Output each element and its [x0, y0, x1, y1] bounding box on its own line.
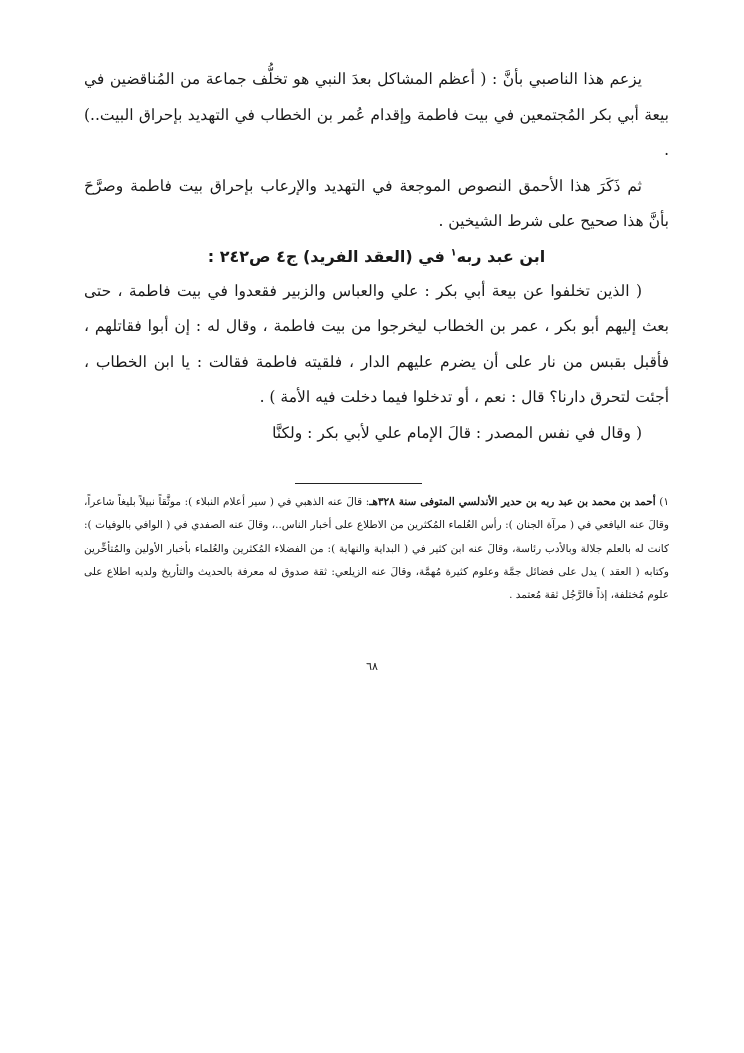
- page-number: ٦٨: [366, 660, 378, 673]
- heading-source: في (العقد الفريد) ج٤ ص٢٤٢ :: [207, 246, 451, 266]
- footnote-1: [84, 491, 669, 607]
- footnote-ref: ١: [450, 247, 457, 259]
- footnote-text: : قالَ عنه الذهبي في ( سير أعلام النبلاء ): موثَّقاً نبيلاً بليغاً شاعراً، وقالَ عنه اليافعي في ( مرآة الجنان ): رأس العُلماء المُكثرين من الاطلاع على أخبار الناس..، وقالَ عنه الصفدي في ( الوافي بالوفيات ): كانت له بالعلم جلالة وبالأدب رئاسة، وقالَ عنه ابن كثير في ( البداية والنهاية ): من الفضلاء المُكثرين والعُلماء بأخبار الأولين والمُتأخِّرين وكتابه ( العقد ) يدل على فضائل جمَّة وعلوم كثيرة مُهمَّة، وقالَ عنه الزيلعي: ثقة صدوق له معرفة بالحديث والتأريخ ولديه اطلاع على علوم مُختلفة، إذاً فالرَّجُل ثقة مُعتمد .: [84, 496, 669, 602]
- paragraph-intro: يزعم هذا الناصبي بأنَّ : ( أعظم المشاكل بعدَ النبي هو تخلُّف جماعة من المُناقضين في بيعة أبي بكر المُجتمعين في بيت فاطمة وإقدام عُمر بن الخطاب في التهديد بإحراق البيت..) .: [84, 70, 669, 159]
- source-heading: [84, 240, 669, 274]
- heading-author: ابن عبد ربه: [456, 246, 546, 266]
- footnote-author: أحمد بن محمد بن عبد ربه بن حدير الأندلسي المتوفى سنة ٣٢٨هـ: [369, 496, 656, 508]
- paragraph-quote: ( الذين تخلفوا عن بيعة أبي بكر : علي والعباس والزبير فقعدوا في بيت فاطمة ، حتى بعث إليهم أبو بكر ، عمر بن الخطاب ليخرجوا من بيت فاطمة ، وقال له : إن أبوا فقاتلهم ، فأقبل بقبس من نار على أن يضرم عليهم الدار ، فلقيته فاطمة فقالت : يا ابن الخطاب ، أجئت لتحرق دارنا؟ قال : نعم ، أو تدخلوا فيما دخلت فيه الأمة ) .: [84, 281, 669, 406]
- footnote-divider: [295, 483, 422, 484]
- paragraph-mention: ثم ذَكَرَ هذا الأحمق النصوص الموجعة في التهديد والإرعاب بإحراق بيت فاطمة وصرَّحَ بأنَّ هذا صحيح على شرط الشيخين .: [84, 176, 669, 230]
- footnote-section: [84, 491, 669, 607]
- footnote-marker: ١): [659, 496, 669, 508]
- paragraph-continuation: ( وقال في نفس المصدر : قالَ الإمام علي لأبي بكر : ولكنَّا: [272, 423, 642, 442]
